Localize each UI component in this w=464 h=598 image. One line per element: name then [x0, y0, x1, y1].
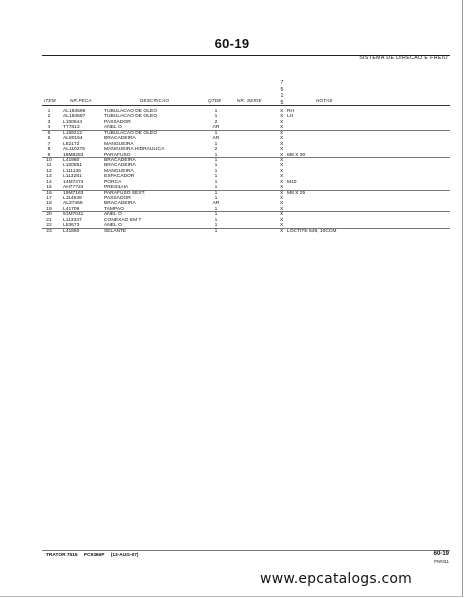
quantity: 1	[214, 114, 218, 120]
item-number: 9	[47, 152, 51, 158]
model-mark: X	[280, 130, 284, 136]
item-number: 5	[47, 130, 51, 136]
part-number: L82172	[63, 141, 80, 147]
quantity: 1	[214, 179, 218, 185]
notes: M8 X 30	[287, 152, 306, 158]
description: BRACADEIRA	[104, 136, 136, 142]
parts-table	[0, 109, 464, 234]
quantity: 2	[214, 119, 218, 125]
footer-divider	[42, 550, 450, 551]
description: CONEXAO EM T	[104, 217, 142, 223]
part-number: L53673	[63, 223, 80, 229]
quantity: 1	[214, 212, 218, 218]
item-number: 22	[46, 223, 52, 229]
quantity: 1	[214, 174, 218, 180]
page-title: 60-19	[214, 36, 250, 51]
footer-page-number: 60-19	[433, 551, 449, 557]
model-mark: X	[280, 109, 284, 114]
model-mark: X	[280, 196, 284, 201]
quantity: 1	[214, 217, 218, 223]
item-number: 2	[47, 114, 51, 120]
part-number: AH77724	[63, 185, 84, 191]
part-number: T77813	[63, 125, 80, 131]
model-digit: 7	[280, 80, 284, 86]
description: PRESILHA	[104, 185, 129, 191]
part-number: 14M7274	[63, 179, 84, 185]
model-digit: 1	[280, 93, 284, 100]
description: PORCA	[104, 179, 122, 185]
model-mark: X	[280, 228, 284, 234]
description: SELANTE	[104, 228, 127, 234]
quantity: 1	[214, 196, 218, 201]
model-mark: X	[280, 119, 284, 125]
item-number: 13	[46, 174, 52, 180]
part-number: L41860	[63, 228, 80, 234]
item-number: 23	[46, 228, 52, 234]
watermark-text: www.epcatalogs.com	[260, 571, 412, 587]
quantity: 1	[214, 185, 218, 191]
col-serial-header: NR. SERIE	[237, 98, 262, 103]
model-mark: X	[280, 163, 284, 169]
description: ANEL O	[104, 212, 122, 218]
model-mark: X	[280, 136, 284, 142]
footer-date: (13-AUG-07)	[110, 553, 139, 558]
model-mark: X	[280, 157, 284, 163]
col-notes-header: NOTAS	[316, 98, 333, 103]
description: TUBULACAO DE OLEO	[104, 114, 157, 120]
model-mark: X	[280, 185, 284, 191]
part-number: AL184597	[63, 114, 86, 120]
description: PASSADOR	[104, 196, 131, 201]
quantity: 1	[214, 109, 218, 114]
part-number: L111136	[63, 168, 81, 174]
part-number: L41709	[63, 206, 80, 212]
item-number: 10	[46, 157, 52, 163]
quantity: 1	[214, 190, 218, 196]
description: MANGUEIRA	[104, 168, 134, 174]
model-mark: X	[280, 212, 284, 218]
quantity: 1	[214, 157, 218, 163]
model-mark: X	[280, 201, 284, 207]
description: TAMPAO	[104, 206, 124, 212]
quantity: 1	[214, 141, 218, 147]
quantity: 2	[214, 147, 218, 153]
description: BRACADEIRA	[104, 201, 136, 207]
model-digit: 5	[280, 86, 284, 93]
col-desc-header: DESCRICAO	[140, 98, 170, 103]
part-number: L113347	[63, 217, 82, 223]
footer-model: TRATOR 7515	[46, 553, 78, 558]
part-number: L114539	[63, 196, 82, 201]
description: ANEL O	[104, 223, 122, 229]
quantity: 1	[214, 163, 218, 169]
quantity: 1	[214, 130, 218, 136]
description: ESPACADOR	[104, 174, 135, 180]
notes: RH	[287, 109, 295, 114]
item-number: 4	[47, 125, 51, 131]
description: BRACADEIRA	[104, 163, 136, 169]
item-number: 14	[46, 179, 52, 185]
quantity: 1	[214, 223, 218, 229]
part-number: L159212	[63, 130, 83, 136]
model-mark: X	[280, 125, 284, 131]
notes: LH	[287, 114, 294, 120]
table-header-rule	[42, 105, 450, 106]
quantity: 1	[214, 168, 218, 174]
model-mark: X	[280, 179, 284, 185]
item-number: 20	[46, 212, 52, 218]
item-number: 11	[46, 163, 52, 169]
part-number: AL80154	[63, 136, 83, 142]
description: PARAFUSO	[104, 152, 131, 158]
part-number: 19M8263	[63, 152, 84, 158]
model-mark: X	[280, 141, 284, 147]
model-mark: X	[280, 190, 284, 196]
model-mark: X	[280, 147, 284, 153]
description: MANGUEIRA	[104, 141, 134, 147]
notes: LOCTITE 648, 10CCM	[287, 228, 337, 234]
description: ANEL O	[104, 125, 122, 131]
model-mark: X	[280, 152, 284, 158]
description: PASSADOR	[104, 119, 131, 125]
part-number: L41980	[63, 157, 80, 163]
item-number: 17	[46, 196, 52, 201]
model-mark: X	[280, 217, 284, 223]
item-number: 1	[47, 109, 51, 114]
table-row	[0, 229, 464, 234]
model-digit: 5	[280, 99, 284, 106]
item-number: 15	[46, 185, 52, 191]
quantity: 1	[214, 152, 218, 158]
description: PARAFUSO SEXT.	[104, 190, 146, 196]
model-mark: X	[280, 174, 284, 180]
quantity: 1	[214, 228, 218, 234]
part-number: 51M7041	[63, 212, 84, 218]
notes: M10	[287, 179, 297, 185]
part-number: 19M7163	[63, 190, 84, 196]
description: TUBULACAO DE OLEO	[104, 130, 157, 136]
model-mark: X	[280, 168, 284, 174]
item-number: 3	[47, 119, 51, 125]
part-number: AL110276	[63, 147, 85, 153]
description: TUBULACAO DE OLEO	[104, 109, 157, 114]
quantity: 1	[214, 206, 218, 212]
description: MANGUEIRA HIDRAULICA	[104, 147, 165, 153]
part-number: L100851	[63, 163, 83, 169]
footer-catalog: PC9366P	[83, 553, 105, 558]
section-title: SISTEMA DE DIRECAO E FREIO	[359, 55, 448, 61]
item-number: 21	[46, 217, 52, 223]
quantity: AR	[212, 125, 220, 131]
item-number: 16	[46, 190, 52, 196]
col-qty-header: QTDE	[208, 98, 222, 103]
col-part-header: NR.PECA	[70, 98, 92, 103]
part-number: L113281	[63, 174, 82, 180]
part-number: AL37469	[63, 201, 83, 207]
part-number: AL184598	[63, 109, 86, 114]
quantity: AR	[212, 136, 220, 142]
model-mark: X	[280, 114, 284, 120]
item-number: 18	[46, 201, 52, 207]
item-number: 8	[47, 147, 51, 153]
item-number: 19	[46, 206, 52, 212]
col-item-header: ITEM	[44, 98, 56, 103]
quantity: AR	[212, 201, 220, 207]
model-mark: X	[280, 223, 284, 229]
item-number: 12	[46, 168, 52, 174]
model-mark: X	[280, 206, 284, 212]
footer-code: PN#311	[434, 559, 449, 564]
footer-info	[46, 553, 144, 558]
notes: M8 X 25	[287, 190, 306, 196]
item-number: 6	[47, 136, 51, 142]
description: BRACADEIRA	[104, 157, 136, 163]
part-number: L100644	[63, 119, 83, 125]
item-number: 7	[47, 141, 51, 147]
